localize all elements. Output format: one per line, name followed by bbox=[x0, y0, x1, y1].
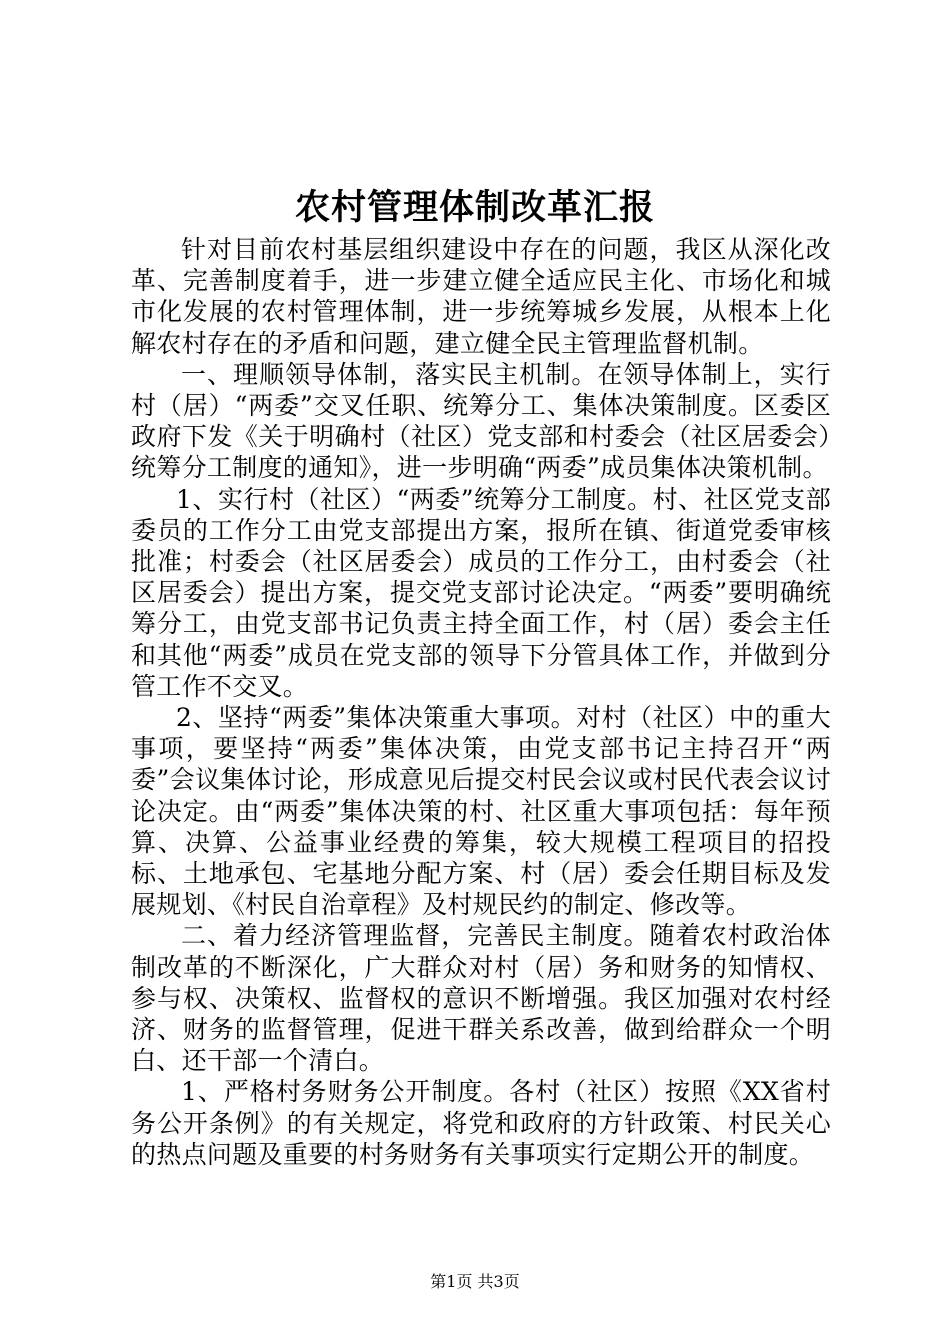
paragraph-item-1-1: 1、实行村（社区）“两委”统筹分工制度。村、社区党支部委员的工作分工由党支部提出方案，报所在镇、街道党委审核批准；村委会（社区居委会）成员的工作分工，由村委会（社区居委会）提出方案，提交党支部讨论决定。“两委”要明确统筹分工，由党支部书记负责主持全面工作，村（居）委会主任和其他“两委”成员在党支部的领导下分管具体工作，并做到分管工作不交叉。 bbox=[131, 484, 831, 701]
paragraph-section-one: 一、理顺领导体制，落实民主机制。在领导体制上，实行村（居）“两委”交叉任职、统筹分工、集体决策制度。区委区政府下发《关于明确村（社区）党支部和村委会（社区居委会）统筹分工制度的通知》，进一步明确“两委”成员集体决策机制。 bbox=[131, 359, 831, 483]
page-footer: 第1页 共3页 bbox=[430, 1272, 520, 1291]
paragraph-section-two: 二、着力经济管理监督，完善民主制度。随着农村政治体制改革的不断深化，广大群众对村（居）务和财务的知情权、参与权、决策权、监督权的意识不断增强。我区加强对农村经济、财务的监督管理，促进干群关系改善，做到给群众一个明白、还干部一个清白。 bbox=[131, 921, 831, 1076]
document-title: 农村管理体制改革汇报 bbox=[294, 187, 655, 228]
paragraph-item-1-2: 2、坚持“两委”集体决策重大事项。对村（社区）中的重大事项，要坚持“两委”集体决策，由党支部书记主持召开“两委”会议集体讨论，形成意见后提交村民会议或村民代表会议讨论决定。由“两委”集体决策的村、社区重大事项包括：每年预算、决算、公益事业经费的筹集，较大规模工程项目的招投标、土地承包、宅基地分配方案、村（居）委会任期目标及发展规划、《村民自治章程》及村规民约的制定、修改等。 bbox=[131, 703, 831, 920]
document-body bbox=[131, 234, 831, 1170]
paragraph-intro: 针对目前农村基层组织建设中存在的问题，我区从深化改革、完善制度着手，进一步建立健全适应民主化、市场化和城市化发展的农村管理体制，进一步统筹城乡发展，从根本上化解农村存在的矛盾和问题，建立健全民主管理监督机制。 bbox=[131, 235, 831, 358]
paragraph-item-2-1: 1、严格村务财务公开制度。各村（社区）按照《XX省村务公开条例》的有关规定，将党和政府的方针政策、村民关心的热点问题及重要的村务财务有关事项实行定期公开的制度。 bbox=[131, 1077, 831, 1169]
